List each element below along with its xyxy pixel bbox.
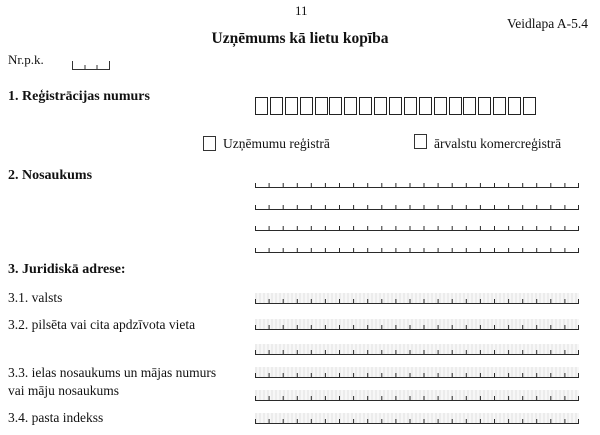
- registration-digit-box[interactable]: [463, 97, 476, 115]
- registration-digit-box[interactable]: [404, 97, 417, 115]
- name-field-row[interactable]: [255, 177, 579, 188]
- name-field-row[interactable]: [255, 199, 579, 210]
- nrpk-label: Nr.p.k.: [8, 52, 44, 67]
- city-field-continued[interactable]: [255, 344, 579, 355]
- city-field[interactable]: [255, 319, 579, 330]
- registration-digit-box[interactable]: [449, 97, 462, 115]
- section3-heading: 3. Juridiskā adrese:: [8, 262, 126, 277]
- registration-digit-box[interactable]: [434, 97, 447, 115]
- registration-digit-box[interactable]: [315, 97, 328, 115]
- checkbox-foreign-register[interactable]: [414, 134, 427, 149]
- label-country: 3.1. valsts: [8, 290, 63, 305]
- name-field-row[interactable]: [255, 220, 579, 231]
- registration-digit-box[interactable]: [270, 97, 283, 115]
- label-city: 3.2. pilsēta vai cita apdzīvota vieta: [8, 317, 196, 332]
- registration-digit-box[interactable]: [523, 97, 536, 115]
- option-company-register-label: Uzņēmumu reģistrā: [223, 136, 330, 151]
- registration-number-boxes[interactable]: [255, 97, 538, 115]
- registration-digit-box[interactable]: [255, 97, 268, 115]
- registration-digit-box[interactable]: [359, 97, 372, 115]
- form-code: Veidlapa A-5.4: [507, 16, 588, 31]
- section2-heading: 2. Nosaukums: [8, 168, 93, 183]
- name-field-row[interactable]: [255, 242, 579, 253]
- street-field-continued[interactable]: [255, 390, 579, 401]
- registration-digit-box[interactable]: [300, 97, 313, 115]
- registration-digit-box[interactable]: [389, 97, 402, 115]
- postal-code-field[interactable]: [255, 413, 579, 424]
- page-number: 11: [295, 3, 308, 18]
- registration-digit-box[interactable]: [478, 97, 491, 115]
- label-postal-code: 3.4. pasta indekss: [8, 410, 104, 425]
- form-title: Uzņēmums kā lietu kopība: [211, 30, 389, 47]
- label-street-line1: 3.3. ielas nosaukums un mājas numurs: [8, 365, 217, 380]
- registration-digit-box[interactable]: [419, 97, 432, 115]
- registration-digit-box[interactable]: [508, 97, 521, 115]
- registration-digit-box[interactable]: [329, 97, 342, 115]
- checkbox-company-register[interactable]: [203, 136, 216, 151]
- registration-digit-box[interactable]: [344, 97, 357, 115]
- option-foreign-register-label: ārvalstu komercreģistrā: [434, 136, 562, 151]
- country-field[interactable]: [255, 293, 579, 304]
- registration-digit-box[interactable]: [374, 97, 387, 115]
- registration-digit-box[interactable]: [285, 97, 298, 115]
- label-street-line2: vai māju nosaukums: [8, 383, 119, 398]
- registration-digit-box[interactable]: [493, 97, 506, 115]
- section1-heading: 1. Reģistrācijas numurs: [8, 89, 150, 104]
- street-field[interactable]: [255, 367, 579, 378]
- nrpk-field[interactable]: [72, 57, 110, 66]
